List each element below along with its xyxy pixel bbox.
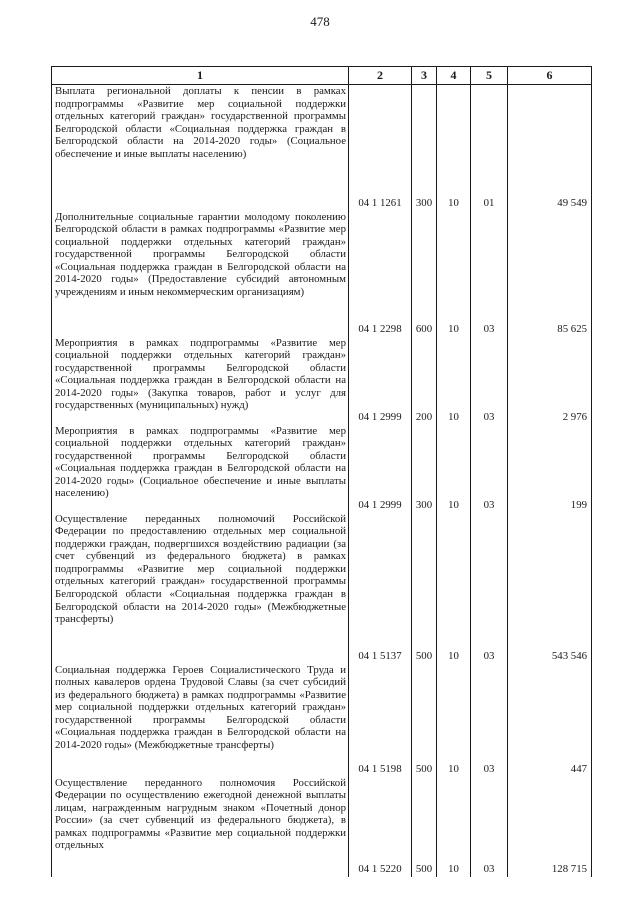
header-col-1: 1 [52, 67, 349, 85]
row-col4: 10 [437, 85, 471, 211]
row-col4: 10 [437, 337, 471, 425]
table-row [52, 664, 592, 777]
table-row [52, 337, 592, 425]
row-amount: 447 [508, 664, 592, 777]
row-col3: 500 [412, 777, 437, 877]
header-col-3: 3 [412, 67, 437, 85]
row-amount: 543 546 [508, 513, 592, 664]
row-col4: 10 [437, 777, 471, 877]
row-col5: 03 [471, 513, 508, 664]
row-col4: 10 [437, 664, 471, 777]
table-header-row [52, 67, 592, 85]
table-row [52, 85, 592, 211]
row-col3: 500 [412, 664, 437, 777]
row-amount: 85 625 [508, 211, 592, 337]
row-amount: 199 [508, 425, 592, 513]
row-code: 04 1 5198 [349, 664, 412, 777]
table-row [52, 211, 592, 337]
row-code: 04 1 1261 [349, 85, 412, 211]
page-number: 478 [310, 14, 330, 29]
budget-table [51, 66, 592, 877]
row-amount: 128 715 [508, 777, 592, 877]
header-col-5: 5 [471, 67, 508, 85]
row-col3: 300 [412, 425, 437, 513]
row-col3: 300 [412, 85, 437, 211]
row-description: Осуществление переданных полномочий Российской Федерации по предоставлению отдельных мер социальной поддержки граждан, подвергшихся воздействию радиации (за счет субвенций из федерального бюджета) в рамках подпрограммы «Развитие мер социальной поддержки отдельных категорий граждан» государственной программы Белгородской области «Социальная поддержка граждан в Белгородской области на 2014-2020 годы» (Межбюджетные трансферты) [52, 513, 349, 664]
header-col-4: 4 [437, 67, 471, 85]
row-description: Осуществление переданного полномочия Российской Федерации по осуществлению ежегодной денежной выплаты лицам, награжденным нагрудным знаком «Почетный донор России» (за счет субвенций из федерального бюджета), в рамках подпрограммы «Развитие мер социальной поддержки отдельных [52, 777, 349, 877]
row-description: Выплата региональной доплаты к пенсии в рамках подпрограммы «Развитие мер социальной поддержки отдельных категорий граждан» государственной программы Белгородской области «Социальная поддержка граждан в Белгородской области на 2014-2020 годы» (Социальное обеспечение и иные выплаты населению) [52, 85, 349, 211]
row-description: Дополнительные социальные гарантии молодому поколению Белгородской области в рамках подпрограммы «Развитие мер социальной поддержки отдельных категорий граждан» государственной программы Белгородской области «Социальная поддержка граждан в Белгородской области на 2014-2020 годы» (Предоставление субсидий автономным учреждениям и иным некоммерческим организациям) [52, 211, 349, 337]
row-description: Мероприятия в рамках подпрограммы «Развитие мер социальной поддержки отдельных категорий граждан» государственной программы Белгородской области «Социальная поддержка граждан в Белгородской области на 2014-2020 годы» (Социальное обеспечение и иные выплаты населению) [52, 425, 349, 513]
row-col5: 01 [471, 85, 508, 211]
row-col5: 03 [471, 664, 508, 777]
row-col3: 600 [412, 211, 437, 337]
row-amount: 49 549 [508, 85, 592, 211]
row-code: 04 1 2999 [349, 337, 412, 425]
row-col3: 500 [412, 513, 437, 664]
row-col5: 03 [471, 425, 508, 513]
row-code: 04 1 5137 [349, 513, 412, 664]
row-description: Мероприятия в рамках подпрограммы «Развитие мер социальной поддержки отдельных категорий граждан» государственной программы Белгородской области «Социальная поддержка граждан в Белгородской области на 2014-2020 годы» (Закупка товаров, работ и услуг для государственных (муниципальных) нужд) [52, 337, 349, 425]
row-col4: 10 [437, 211, 471, 337]
row-col5: 03 [471, 211, 508, 337]
row-amount: 2 976 [508, 337, 592, 425]
table-row [52, 513, 592, 664]
row-col3: 200 [412, 337, 437, 425]
table-row [52, 777, 592, 877]
row-code: 04 1 2999 [349, 425, 412, 513]
header-col-6: 6 [508, 67, 592, 85]
row-col5: 03 [471, 337, 508, 425]
row-code: 04 1 2298 [349, 211, 412, 337]
header-col-2: 2 [349, 67, 412, 85]
table-row [52, 425, 592, 513]
row-description: Социальная поддержка Героев Социалистического Труда и полных кавалеров ордена Трудовой Славы (за счет субсидий из федерального бюджета) в рамках подпрограммы «Развитие мер социальной поддержки отдельных категорий граждан» государственной программы Белгородской области «Социальная поддержка граждан в Белгородской области на 2014-2020 годы» (Межбюджетные трансферты) [52, 664, 349, 777]
row-col4: 10 [437, 513, 471, 664]
row-code: 04 1 5220 [349, 777, 412, 877]
row-col4: 10 [437, 425, 471, 513]
row-col5: 03 [471, 777, 508, 877]
